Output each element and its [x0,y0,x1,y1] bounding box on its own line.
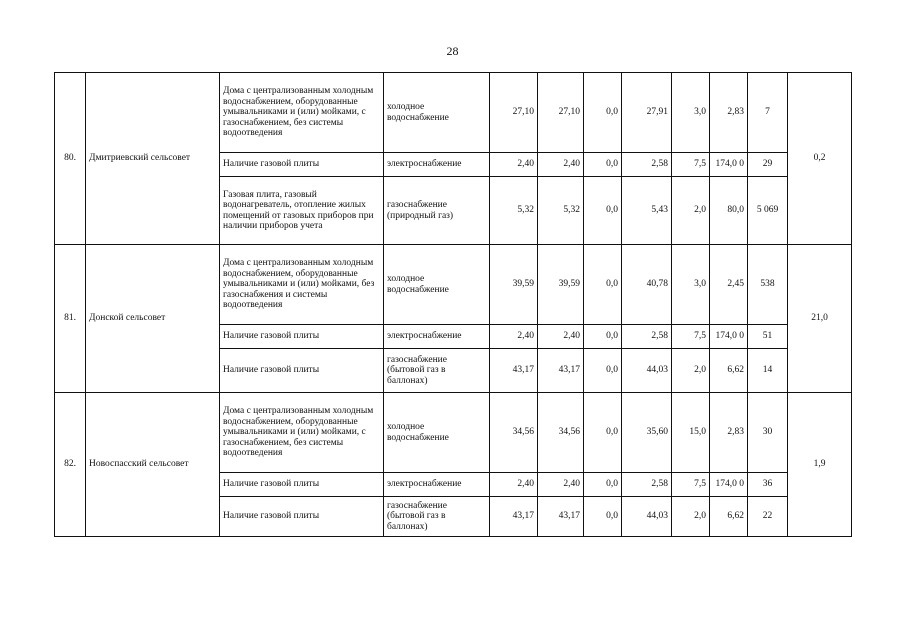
value-cell: 7,5 [672,153,710,177]
value-cell: 27,10 [490,73,538,153]
value-cell: 34,56 [490,393,538,473]
value-cell: 174,0 0 [710,153,748,177]
value-cell: 3,0 [672,245,710,325]
table-row [55,73,852,153]
value-cell: 39,59 [538,245,584,325]
row-number: 80. [55,73,86,245]
value-cell: 0,0 [584,473,622,497]
value-cell: 44,03 [622,349,672,393]
value-cell: 6,62 [710,349,748,393]
group-index: 0,2 [788,73,852,245]
value-cell: 2,58 [622,473,672,497]
utility-service: газоснабжение (бытовой газ в баллонах) [384,497,490,537]
value-cell: 30 [748,393,788,473]
value-cell: 6,62 [710,497,748,537]
value-cell: 35,60 [622,393,672,473]
value-cell: 2,40 [490,325,538,349]
value-cell: 2,40 [538,153,584,177]
value-cell: 0,0 [584,245,622,325]
housing-description: Дома с централизованным холодным водоснабжением, оборудованные умывальниками и (или) мойками, с газоснабжением, без системы водоотведения [220,73,384,153]
table-row [55,393,852,473]
utility-service: холодное водоснабжение [384,73,490,153]
value-cell: 538 [748,245,788,325]
value-cell: 0,0 [584,177,622,245]
value-cell: 0,0 [584,349,622,393]
value-cell: 44,03 [622,497,672,537]
value-cell: 2,0 [672,497,710,537]
utility-service: электроснабжение [384,153,490,177]
value-cell: 174,0 0 [710,473,748,497]
value-cell: 5 069 [748,177,788,245]
value-cell: 0,0 [584,497,622,537]
value-cell: 43,17 [490,497,538,537]
row-number: 82. [55,393,86,537]
value-cell: 36 [748,473,788,497]
value-cell: 43,17 [538,349,584,393]
value-cell: 27,91 [622,73,672,153]
tariff-table [54,72,852,537]
utility-service: газоснабжение (бытовой газ в баллонах) [384,349,490,393]
value-cell: 7,5 [672,325,710,349]
value-cell: 5,32 [538,177,584,245]
value-cell: 2,0 [672,349,710,393]
utility-service: электроснабжение [384,325,490,349]
housing-description: Наличие газовой плиты [220,349,384,393]
value-cell: 0,0 [584,73,622,153]
utility-service: газоснабжение (природный газ) [384,177,490,245]
value-cell: 40,78 [622,245,672,325]
value-cell: 3,0 [672,73,710,153]
value-cell: 43,17 [538,497,584,537]
settlement-name: Донской сельсовет [86,245,220,393]
value-cell: 2,83 [710,73,748,153]
group-index: 21,0 [788,245,852,393]
value-cell: 5,43 [622,177,672,245]
housing-description: Наличие газовой плиты [220,473,384,497]
value-cell: 27,10 [538,73,584,153]
value-cell: 80,0 [710,177,748,245]
value-cell: 2,0 [672,177,710,245]
value-cell: 2,40 [538,325,584,349]
utility-service: холодное водоснабжение [384,393,490,473]
value-cell: 2,58 [622,325,672,349]
value-cell: 7,5 [672,473,710,497]
value-cell: 2,58 [622,153,672,177]
housing-description: Дома с централизованным холодным водоснабжением, оборудованные умывальниками и (или) мойками, с газоснабжением, без системы водоотведения [220,393,384,473]
value-cell: 2,40 [490,473,538,497]
value-cell: 51 [748,325,788,349]
value-cell: 7 [748,73,788,153]
table-row [55,245,852,325]
group-index: 1,9 [788,393,852,537]
row-number: 81. [55,245,86,393]
value-cell: 174,0 0 [710,325,748,349]
housing-description: Дома с централизованным холодным водоснабжением, оборудованные умывальниками и (или) мойками, без газоснабжения и системы водоотведения [220,245,384,325]
value-cell: 5,32 [490,177,538,245]
housing-description: Наличие газовой плиты [220,153,384,177]
value-cell: 29 [748,153,788,177]
value-cell: 2,40 [538,473,584,497]
housing-description: Наличие газовой плиты [220,325,384,349]
value-cell: 2,83 [710,393,748,473]
value-cell: 0,0 [584,153,622,177]
housing-description: Газовая плита, газовый водонагреватель, отопление жилых помещений от газовых приборов при наличии приборов учета [220,177,384,245]
value-cell: 43,17 [490,349,538,393]
value-cell: 2,40 [490,153,538,177]
value-cell: 39,59 [490,245,538,325]
settlement-name: Новоспасский сельсовет [86,393,220,537]
settlement-name: Дмитриевский сельсовет [86,73,220,245]
value-cell: 0,0 [584,325,622,349]
value-cell: 0,0 [584,393,622,473]
utility-service: электроснабжение [384,473,490,497]
value-cell: 2,45 [710,245,748,325]
value-cell: 15,0 [672,393,710,473]
utility-service: холодное водоснабжение [384,245,490,325]
value-cell: 34,56 [538,393,584,473]
housing-description: Наличие газовой плиты [220,497,384,537]
value-cell: 22 [748,497,788,537]
value-cell: 14 [748,349,788,393]
page-number: 28 [446,44,459,58]
